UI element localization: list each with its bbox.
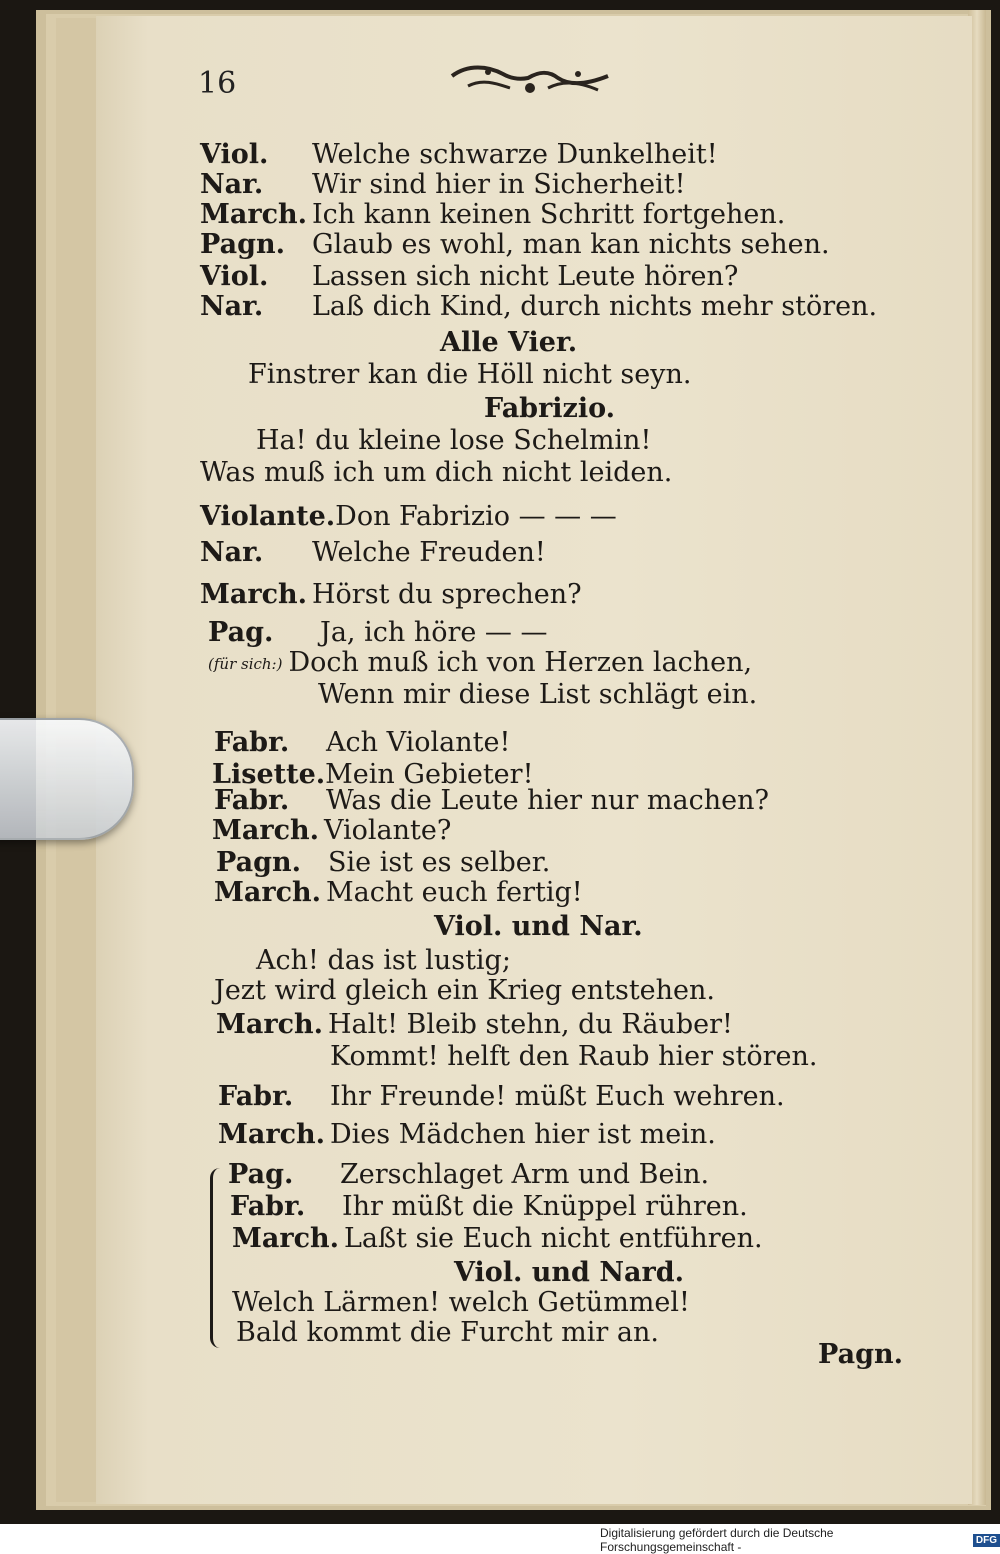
speaker-name: Pag.	[228, 1159, 294, 1190]
line-text: Wir sind hier in Sicherheit!	[312, 169, 686, 200]
speaker-name: March.	[232, 1223, 340, 1254]
dialogue-line	[330, 1040, 817, 1074]
speaker-name: Fabr.	[214, 785, 290, 816]
dialogue-line	[248, 358, 691, 392]
dialogue-line	[214, 726, 510, 760]
line-text: Ha! du kleine lose Schelmin!	[256, 425, 652, 456]
speaker-name: Pagn.	[200, 229, 285, 260]
brace	[210, 1168, 231, 1348]
ornament-icon	[448, 58, 613, 102]
line-text: Ja, ich höre — —	[320, 617, 548, 648]
speaker-name: Fabr.	[230, 1191, 306, 1222]
speaker-name: Violante.	[200, 501, 336, 532]
line-text: Dies Mädchen hier ist mein.	[330, 1119, 716, 1150]
line-text: Lassen sich nicht Leute hören?	[312, 261, 739, 292]
line-text: Ihr müßt die Knüppel rühren.	[342, 1191, 748, 1222]
line-text: Welche schwarze Dunkelheit!	[312, 139, 718, 170]
speaker-name: Viol.	[200, 261, 269, 292]
dialogue-line	[318, 678, 757, 712]
dialogue-line	[216, 846, 550, 880]
line-text: Laß dich Kind, durch nichts mehr stören.	[312, 291, 878, 322]
dialogue-line	[214, 784, 769, 818]
dialogue-line	[200, 578, 582, 612]
speaker-name: Fabr.	[214, 727, 290, 758]
dialogue-line	[200, 168, 685, 202]
dialogue-line	[214, 876, 583, 910]
dialogue-line	[230, 1190, 748, 1224]
line-text: Ich kann keinen Schritt fortgehen.	[312, 199, 786, 230]
dialogue-line	[200, 500, 617, 534]
heading-text: Alle Vier.	[440, 327, 578, 358]
line-text: Kommt! helft den Raub hier stören.	[330, 1041, 818, 1072]
speaker-name: Nar.	[200, 537, 264, 568]
speaker-heading	[440, 326, 577, 360]
dialogue-line	[236, 1316, 659, 1350]
dialogue-line	[214, 974, 715, 1008]
line-text: Violante?	[324, 815, 452, 846]
page-number: 16	[198, 66, 237, 101]
dialogue-line	[200, 536, 546, 570]
speaker-heading	[434, 910, 643, 944]
line-text: Glaub es wohl, man kan nichts sehen.	[312, 229, 830, 260]
speaker-name: Fabr.	[218, 1081, 294, 1112]
dialogue-line	[208, 616, 548, 650]
dialogue-line	[256, 424, 651, 458]
line-text: Ihr Freunde! müßt Euch wehren.	[330, 1081, 785, 1112]
dialogue-line	[232, 1222, 763, 1256]
dialogue-line	[218, 1118, 716, 1152]
line-text: Ach! das ist lustig;	[256, 945, 511, 976]
dialogue-line	[200, 198, 785, 232]
line-text: Hörst du sprechen?	[312, 579, 582, 610]
line-text: Zerschlaget Arm und Bein.	[340, 1159, 710, 1190]
footer-credit	[600, 1526, 1000, 1554]
speaker-name: Nar.	[200, 169, 264, 200]
dialogue-line	[216, 1008, 733, 1042]
speaker-name: Lisette.	[212, 759, 326, 790]
stage-direction: (für sich:)	[208, 654, 283, 673]
dialogue-line	[200, 228, 830, 262]
line-text: Doch muß ich von Herzen lachen,	[288, 647, 753, 678]
speaker-name: March.	[218, 1119, 326, 1150]
line-text: Welche Freuden!	[312, 537, 546, 568]
line-text: Wenn mir diese List schlägt ein.	[318, 679, 758, 710]
dialogue-line	[232, 1286, 690, 1320]
dialogue-line	[208, 646, 752, 681]
speaker-name: March.	[216, 1009, 324, 1040]
speaker-name: Pagn.	[216, 847, 301, 878]
line-text: Welch Lärmen! welch Getümmel!	[232, 1287, 690, 1318]
line-text: Was muß ich um dich nicht leiden.	[200, 457, 673, 488]
heading-text: Fabrizio.	[484, 393, 616, 424]
speaker-name: Nar.	[200, 291, 264, 322]
line-text: Macht euch fertig!	[326, 877, 583, 908]
line-text: Mein Gebieter!	[325, 759, 534, 790]
dialogue-line	[256, 944, 511, 978]
line-text: Halt! Bleib stehn, du Räuber!	[328, 1009, 733, 1040]
speaker-name: March.	[200, 579, 308, 610]
speaker-name: March.	[200, 199, 308, 230]
heading-text: Viol. und Nar.	[434, 911, 643, 942]
dialogue-line	[200, 456, 672, 490]
catchword: Pagn.	[818, 1339, 903, 1370]
line-text: Sie ist es selber.	[328, 847, 551, 878]
speaker-name: March.	[214, 877, 322, 908]
dfg-logo: DFG	[973, 1534, 1000, 1547]
line-text: Finstrer kan die Höll nicht seyn.	[248, 359, 692, 390]
line-text: Was die Leute hier nur machen?	[326, 785, 769, 816]
line-text: Laßt sie Euch nicht entführen.	[344, 1223, 763, 1254]
dialogue-line	[200, 290, 877, 324]
dialogue-line	[228, 1158, 709, 1192]
line-text: Jezt wird gleich ein Krieg entstehen.	[214, 975, 715, 1006]
speaker-name: March.	[212, 815, 320, 846]
dialogue-line	[212, 814, 451, 848]
line-text: Don Fabrizio — — —	[335, 501, 617, 532]
dialogue-line	[200, 138, 718, 172]
dialogue-line	[218, 1080, 785, 1114]
speaker-heading	[484, 392, 615, 426]
speaker-heading	[454, 1256, 684, 1290]
page-clip	[0, 718, 134, 840]
credit-text: Digitalisierung gefördert durch die Deutsche Forschungsgemeinschaft -	[600, 1526, 834, 1554]
line-text: Bald kommt die Furcht mir an.	[236, 1317, 659, 1348]
speaker-name: Viol.	[200, 139, 269, 170]
line-text: Ach Violante!	[326, 727, 511, 758]
heading-text: Viol. und Nard.	[454, 1257, 685, 1288]
dialogue-line	[200, 260, 738, 294]
speaker-name: Pag.	[208, 617, 274, 648]
